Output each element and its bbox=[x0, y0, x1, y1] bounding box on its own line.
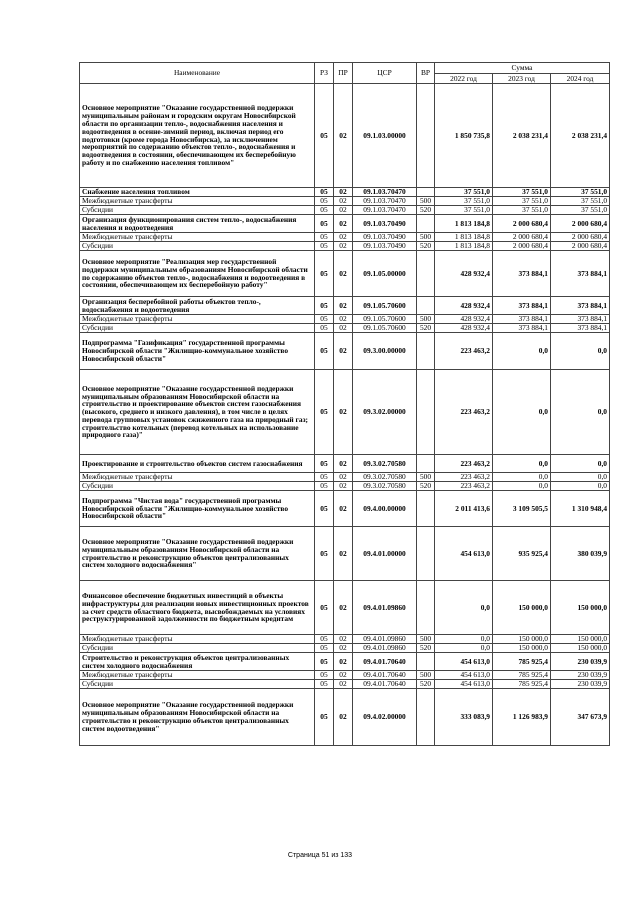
cell-vr bbox=[417, 188, 435, 197]
cell-2022: 223 463,2 bbox=[435, 333, 493, 370]
table-row bbox=[80, 315, 610, 324]
cell-rz: 05 bbox=[315, 242, 334, 251]
cell-pr: 02 bbox=[334, 251, 353, 297]
cell-csr: 09.1.03.70470 bbox=[353, 206, 417, 215]
table-row bbox=[80, 653, 610, 671]
cell-vr: 500 bbox=[417, 473, 435, 482]
cell-2022: 1 813 184,8 bbox=[435, 215, 493, 233]
table-row bbox=[80, 324, 610, 333]
cell-name: Субсидии bbox=[80, 680, 315, 689]
cell-2023: 37 551,0 bbox=[493, 197, 551, 206]
cell-rz: 05 bbox=[315, 680, 334, 689]
cell-2024: 37 551,0 bbox=[551, 206, 610, 215]
cell-csr: 09.1.03.00000 bbox=[353, 84, 417, 188]
header-name: Наименование bbox=[80, 63, 315, 84]
cell-pr: 02 bbox=[334, 215, 353, 233]
cell-pr: 02 bbox=[334, 491, 353, 527]
cell-pr: 02 bbox=[334, 473, 353, 482]
cell-rz: 05 bbox=[315, 689, 334, 746]
cell-2022: 0,0 bbox=[435, 635, 493, 644]
cell-csr: 09.1.03.70470 bbox=[353, 188, 417, 197]
cell-2024: 230 039,9 bbox=[551, 653, 610, 671]
table-row bbox=[80, 233, 610, 242]
table-row bbox=[80, 491, 610, 527]
cell-name: Строительство и реконструкция объектов централизованных систем холодного водоснабжения bbox=[80, 653, 315, 671]
table-row bbox=[80, 215, 610, 233]
cell-rz: 05 bbox=[315, 527, 334, 581]
cell-name: Субсидии bbox=[80, 644, 315, 653]
cell-2023: 3 109 505,5 bbox=[493, 491, 551, 527]
cell-name: Субсидии bbox=[80, 206, 315, 215]
cell-name: Межбюджетные трансферты bbox=[80, 671, 315, 680]
table-row bbox=[80, 84, 610, 188]
cell-csr: 09.1.05.70600 bbox=[353, 297, 417, 315]
cell-2022: 37 551,0 bbox=[435, 197, 493, 206]
cell-csr: 09.4.01.70640 bbox=[353, 680, 417, 689]
header-sum: Сумма bbox=[435, 63, 610, 74]
cell-vr bbox=[417, 297, 435, 315]
table-row bbox=[80, 455, 610, 473]
cell-rz: 05 bbox=[315, 197, 334, 206]
header-pr: ПР bbox=[334, 63, 353, 84]
cell-2023: 785 925,4 bbox=[493, 653, 551, 671]
cell-2022: 428 932,4 bbox=[435, 315, 493, 324]
budget-table bbox=[79, 62, 610, 746]
cell-vr: 520 bbox=[417, 680, 435, 689]
cell-pr: 02 bbox=[334, 689, 353, 746]
cell-2024: 37 551,0 bbox=[551, 188, 610, 197]
cell-name: Межбюджетные трансферты bbox=[80, 635, 315, 644]
cell-pr: 02 bbox=[334, 527, 353, 581]
cell-2022: 454 613,0 bbox=[435, 653, 493, 671]
cell-2024: 373 884,1 bbox=[551, 324, 610, 333]
cell-pr: 02 bbox=[334, 653, 353, 671]
cell-csr: 09.3.00.00000 bbox=[353, 333, 417, 370]
cell-pr: 02 bbox=[334, 671, 353, 680]
cell-pr: 02 bbox=[334, 370, 353, 455]
cell-2022: 428 932,4 bbox=[435, 251, 493, 297]
cell-2024: 150 000,0 bbox=[551, 581, 610, 635]
cell-pr: 02 bbox=[334, 482, 353, 491]
cell-vr bbox=[417, 653, 435, 671]
cell-rz: 05 bbox=[315, 635, 334, 644]
cell-vr bbox=[417, 84, 435, 188]
table-row bbox=[80, 188, 610, 197]
cell-2024: 373 884,1 bbox=[551, 315, 610, 324]
header-vr: ВР bbox=[417, 63, 435, 84]
cell-csr: 09.4.02.00000 bbox=[353, 689, 417, 746]
cell-pr: 02 bbox=[334, 644, 353, 653]
cell-2023: 2 000 680,4 bbox=[493, 233, 551, 242]
cell-2024: 0,0 bbox=[551, 370, 610, 455]
cell-rz: 05 bbox=[315, 251, 334, 297]
cell-2022: 333 083,9 bbox=[435, 689, 493, 746]
cell-rz: 05 bbox=[315, 370, 334, 455]
cell-2024: 0,0 bbox=[551, 333, 610, 370]
cell-2022: 1 813 184,8 bbox=[435, 242, 493, 251]
cell-vr bbox=[417, 455, 435, 473]
cell-vr: 520 bbox=[417, 644, 435, 653]
cell-rz: 05 bbox=[315, 297, 334, 315]
cell-2023: 150 000,0 bbox=[493, 635, 551, 644]
cell-2023: 1 126 983,9 bbox=[493, 689, 551, 746]
cell-vr bbox=[417, 370, 435, 455]
cell-2022: 37 551,0 bbox=[435, 206, 493, 215]
cell-name: Межбюджетные трансферты bbox=[80, 197, 315, 206]
cell-2023: 0,0 bbox=[493, 482, 551, 491]
cell-2022: 428 932,4 bbox=[435, 297, 493, 315]
cell-vr bbox=[417, 251, 435, 297]
cell-2023: 150 000,0 bbox=[493, 581, 551, 635]
cell-csr: 09.1.03.70490 bbox=[353, 242, 417, 251]
cell-vr bbox=[417, 581, 435, 635]
cell-2023: 37 551,0 bbox=[493, 206, 551, 215]
table-row bbox=[80, 689, 610, 746]
cell-name: Субсидии bbox=[80, 242, 315, 251]
cell-name: Межбюджетные трансферты bbox=[80, 473, 315, 482]
cell-vr bbox=[417, 527, 435, 581]
cell-rz: 05 bbox=[315, 324, 334, 333]
cell-2023: 0,0 bbox=[493, 473, 551, 482]
cell-pr: 02 bbox=[334, 242, 353, 251]
cell-name: Субсидии bbox=[80, 324, 315, 333]
table-row bbox=[80, 473, 610, 482]
cell-2023: 935 925,4 bbox=[493, 527, 551, 581]
header-year-2022: 2022 год bbox=[435, 74, 493, 84]
cell-rz: 05 bbox=[315, 482, 334, 491]
cell-pr: 02 bbox=[334, 197, 353, 206]
cell-2022: 223 463,2 bbox=[435, 473, 493, 482]
table-row bbox=[80, 197, 610, 206]
table-row bbox=[80, 581, 610, 635]
cell-2024: 373 884,1 bbox=[551, 297, 610, 315]
cell-vr: 500 bbox=[417, 635, 435, 644]
cell-vr bbox=[417, 333, 435, 370]
cell-csr: 09.1.03.70490 bbox=[353, 215, 417, 233]
cell-2022: 454 613,0 bbox=[435, 680, 493, 689]
cell-name: Финансовое обеспечение бюджетных инвестиций в объекты инфраструктуры для реализации новых инвестиционных проектов за счет средств областного бюджета, высвобождаемых на условиях реструктурированной задолженности по бюджетным кредитам bbox=[80, 581, 315, 635]
cell-vr: 520 bbox=[417, 482, 435, 491]
cell-pr: 02 bbox=[334, 455, 353, 473]
cell-rz: 05 bbox=[315, 644, 334, 653]
cell-2022: 2 011 413,6 bbox=[435, 491, 493, 527]
cell-2024: 0,0 bbox=[551, 473, 610, 482]
cell-2024: 150 000,0 bbox=[551, 644, 610, 653]
cell-2022: 0,0 bbox=[435, 581, 493, 635]
cell-2023: 2 000 680,4 bbox=[493, 215, 551, 233]
cell-2022: 0,0 bbox=[435, 644, 493, 653]
cell-pr: 02 bbox=[334, 188, 353, 197]
cell-pr: 02 bbox=[334, 233, 353, 242]
cell-vr bbox=[417, 215, 435, 233]
cell-vr: 500 bbox=[417, 315, 435, 324]
page-number: Страница 51 из 133 bbox=[287, 852, 353, 859]
cell-2022: 1 813 184,8 bbox=[435, 233, 493, 242]
cell-name: Основное мероприятие "Оказание государственной поддержки муниципальным образованиям Новосибирской области на строительство и реконструкцию объектов централизованных систем холодного водоснабжения" bbox=[80, 527, 315, 581]
cell-rz: 05 bbox=[315, 653, 334, 671]
cell-2022: 454 613,0 bbox=[435, 527, 493, 581]
cell-csr: 09.4.01.09860 bbox=[353, 644, 417, 653]
cell-2024: 0,0 bbox=[551, 455, 610, 473]
table-row bbox=[80, 527, 610, 581]
table-row bbox=[80, 644, 610, 653]
cell-2023: 373 884,1 bbox=[493, 251, 551, 297]
table-row bbox=[80, 297, 610, 315]
cell-2024: 150 000,0 bbox=[551, 635, 610, 644]
cell-vr bbox=[417, 491, 435, 527]
cell-2023: 150 000,0 bbox=[493, 644, 551, 653]
cell-2022: 223 463,2 bbox=[435, 370, 493, 455]
cell-rz: 05 bbox=[315, 491, 334, 527]
cell-2023: 0,0 bbox=[493, 370, 551, 455]
cell-pr: 02 bbox=[334, 581, 353, 635]
cell-rz: 05 bbox=[315, 671, 334, 680]
cell-rz: 05 bbox=[315, 215, 334, 233]
cell-csr: 09.3.02.70580 bbox=[353, 482, 417, 491]
cell-2024: 2 000 680,4 bbox=[551, 233, 610, 242]
header-year-2023: 2023 год bbox=[493, 74, 551, 84]
cell-csr: 09.4.01.00000 bbox=[353, 527, 417, 581]
cell-2023: 373 884,1 bbox=[493, 297, 551, 315]
cell-vr: 500 bbox=[417, 671, 435, 680]
header-rz: РЗ bbox=[315, 63, 334, 84]
cell-pr: 02 bbox=[334, 297, 353, 315]
cell-2023: 785 925,4 bbox=[493, 671, 551, 680]
cell-name: Субсидии bbox=[80, 482, 315, 491]
cell-csr: 09.1.05.00000 bbox=[353, 251, 417, 297]
table-row bbox=[80, 251, 610, 297]
cell-csr: 09.1.03.70470 bbox=[353, 197, 417, 206]
cell-csr: 09.4.01.70640 bbox=[353, 671, 417, 680]
cell-2024: 2 000 680,4 bbox=[551, 215, 610, 233]
cell-vr: 500 bbox=[417, 197, 435, 206]
cell-rz: 05 bbox=[315, 206, 334, 215]
cell-pr: 02 bbox=[334, 324, 353, 333]
cell-name: Основное мероприятие "Реализация мер государственной поддержки муниципальным образованиям Новосибирской области по содержанию объектов тепло-, водоснабжения и водоотведения в состоянии, обеспечивающем их бесперебойную работу" bbox=[80, 251, 315, 297]
table-row bbox=[80, 370, 610, 455]
cell-2024: 2 000 680,4 bbox=[551, 242, 610, 251]
cell-2024: 380 039,9 bbox=[551, 527, 610, 581]
cell-name: Проектирование и строительство объектов систем газоснабжения bbox=[80, 455, 315, 473]
cell-rz: 05 bbox=[315, 473, 334, 482]
cell-csr: 09.3.02.70580 bbox=[353, 473, 417, 482]
cell-rz: 05 bbox=[315, 581, 334, 635]
cell-vr: 520 bbox=[417, 324, 435, 333]
cell-2022: 223 463,2 bbox=[435, 482, 493, 491]
cell-2024: 37 551,0 bbox=[551, 197, 610, 206]
cell-pr: 02 bbox=[334, 84, 353, 188]
cell-name: Подпрограмма "Газификация" государственной программы Новосибирской области "Жилищно-коммунальное хозяйство Новосибирской области" bbox=[80, 333, 315, 370]
cell-name: Снабжение населения топливом bbox=[80, 188, 315, 197]
cell-2024: 0,0 bbox=[551, 482, 610, 491]
cell-2024: 373 884,1 bbox=[551, 251, 610, 297]
cell-pr: 02 bbox=[334, 680, 353, 689]
cell-name: Подпрограмма "Чистая вода" государственной программы Новосибирской области "Жилищно-коммунальное хозяйство Новосибирской области" bbox=[80, 491, 315, 527]
cell-rz: 05 bbox=[315, 333, 334, 370]
cell-2023: 373 884,1 bbox=[493, 315, 551, 324]
cell-name: Межбюджетные трансферты bbox=[80, 315, 315, 324]
table-row bbox=[80, 333, 610, 370]
cell-2022: 1 850 735,8 bbox=[435, 84, 493, 188]
cell-rz: 05 bbox=[315, 233, 334, 242]
cell-csr: 09.4.01.09860 bbox=[353, 581, 417, 635]
cell-name: Организация бесперебойной работы объектов тепло-, водоснабжения и водоотведения bbox=[80, 297, 315, 315]
cell-pr: 02 bbox=[334, 315, 353, 324]
cell-rz: 05 bbox=[315, 455, 334, 473]
cell-pr: 02 bbox=[334, 635, 353, 644]
cell-2023: 373 884,1 bbox=[493, 324, 551, 333]
cell-pr: 02 bbox=[334, 206, 353, 215]
cell-vr: 520 bbox=[417, 242, 435, 251]
table-row bbox=[80, 206, 610, 215]
cell-rz: 05 bbox=[315, 188, 334, 197]
table-row bbox=[80, 680, 610, 689]
table-header bbox=[80, 63, 610, 84]
cell-csr: 09.1.05.70600 bbox=[353, 315, 417, 324]
cell-rz: 05 bbox=[315, 315, 334, 324]
cell-2022: 428 932,4 bbox=[435, 324, 493, 333]
table-row bbox=[80, 242, 610, 251]
cell-2024: 1 310 948,4 bbox=[551, 491, 610, 527]
cell-2023: 2 038 231,4 bbox=[493, 84, 551, 188]
header-year-2024: 2024 год bbox=[551, 74, 610, 84]
cell-name: Основное мероприятие "Оказание государственной поддержки муниципальным районам и городским округам Новосибирской области по организации тепло-, водоснабжения населения и водоотведения в осенне-зимний период, включая период его подготовки (кроме города Новосибирска), за исключением мероприятий по содержанию объектов тепло-, водоснабжения и водоотведения в состоянии, обеспечивающем их бесперебойную работу и по снабжению населения топливом" bbox=[80, 84, 315, 188]
cell-csr: 09.4.01.09860 bbox=[353, 635, 417, 644]
cell-2023: 2 000 680,4 bbox=[493, 242, 551, 251]
cell-rz: 05 bbox=[315, 84, 334, 188]
cell-pr: 02 bbox=[334, 333, 353, 370]
cell-csr: 09.4.01.70640 bbox=[353, 653, 417, 671]
table-row bbox=[80, 635, 610, 644]
table-body bbox=[80, 84, 610, 746]
cell-2022: 223 463,2 bbox=[435, 455, 493, 473]
table-row bbox=[80, 671, 610, 680]
cell-name: Основное мероприятие "Оказание государственной поддержки муниципальным образованиям Новосибирской области на строительство и проектирование объектов систем газоснабжения (высокого, среднего и низкого давления), в том числе в целях перевода групповых установок сжиженного газа на природный газ; строительство котельных (перевод котельных на использование природного газа)" bbox=[80, 370, 315, 455]
header-csr: ЦСР bbox=[353, 63, 417, 84]
cell-2022: 37 551,0 bbox=[435, 188, 493, 197]
cell-csr: 09.1.03.70490 bbox=[353, 233, 417, 242]
cell-csr: 09.3.02.70580 bbox=[353, 455, 417, 473]
cell-2024: 230 039,9 bbox=[551, 671, 610, 680]
cell-2023: 785 925,4 bbox=[493, 680, 551, 689]
cell-csr: 09.1.05.70600 bbox=[353, 324, 417, 333]
cell-vr: 520 bbox=[417, 206, 435, 215]
cell-name: Организация функционирования систем тепло-, водоснабжения населения и водоотведения bbox=[80, 215, 315, 233]
cell-2024: 347 673,9 bbox=[551, 689, 610, 746]
table-row bbox=[80, 482, 610, 491]
cell-2023: 0,0 bbox=[493, 333, 551, 370]
cell-2024: 2 038 231,4 bbox=[551, 84, 610, 188]
cell-vr: 500 bbox=[417, 233, 435, 242]
cell-2022: 454 613,0 bbox=[435, 671, 493, 680]
cell-2023: 37 551,0 bbox=[493, 188, 551, 197]
cell-vr bbox=[417, 689, 435, 746]
cell-name: Основное мероприятие "Оказание государственной поддержки муниципальным образованиям Новосибирской области на строительство и реконструкцию объектов централизованных систем водоотведения" bbox=[80, 689, 315, 746]
cell-csr: 09.3.02.00000 bbox=[353, 370, 417, 455]
cell-csr: 09.4.00.00000 bbox=[353, 491, 417, 527]
cell-2024: 230 039,9 bbox=[551, 680, 610, 689]
cell-2023: 0,0 bbox=[493, 455, 551, 473]
cell-name: Межбюджетные трансферты bbox=[80, 233, 315, 242]
